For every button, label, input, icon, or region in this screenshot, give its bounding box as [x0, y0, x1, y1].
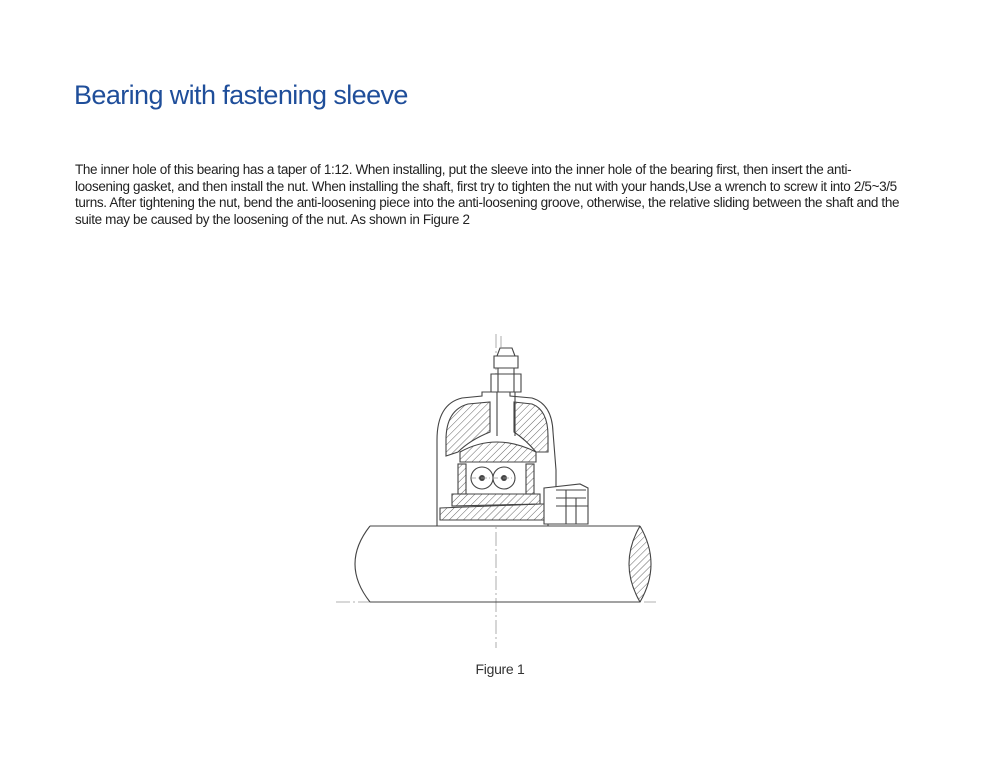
figure-caption: Figure 1 [475, 661, 525, 677]
page-title: Bearing with fastening sleeve [74, 80, 408, 110]
lock-nut [544, 484, 588, 524]
bearing-cross-section-drawing [330, 330, 670, 650]
installation-paragraph: The inner hole of this bearing has a taper of 1:12. When installing, put the sleeve into the inner hole of the bearing first, then insert the anti-loosening gasket, and then install the nut. When installing the shaft, first try to tighten the nut with your hands,Use a wrench to screw it into 2/5~3/5 turns. After tightening the nut, bend the anti-loosening piece into the anti-loosening groove, otherwise, the relative sliding between the shaft and the suite may be caused by the loosening of the nut. As shown in Figure 2 [75, 162, 900, 227]
